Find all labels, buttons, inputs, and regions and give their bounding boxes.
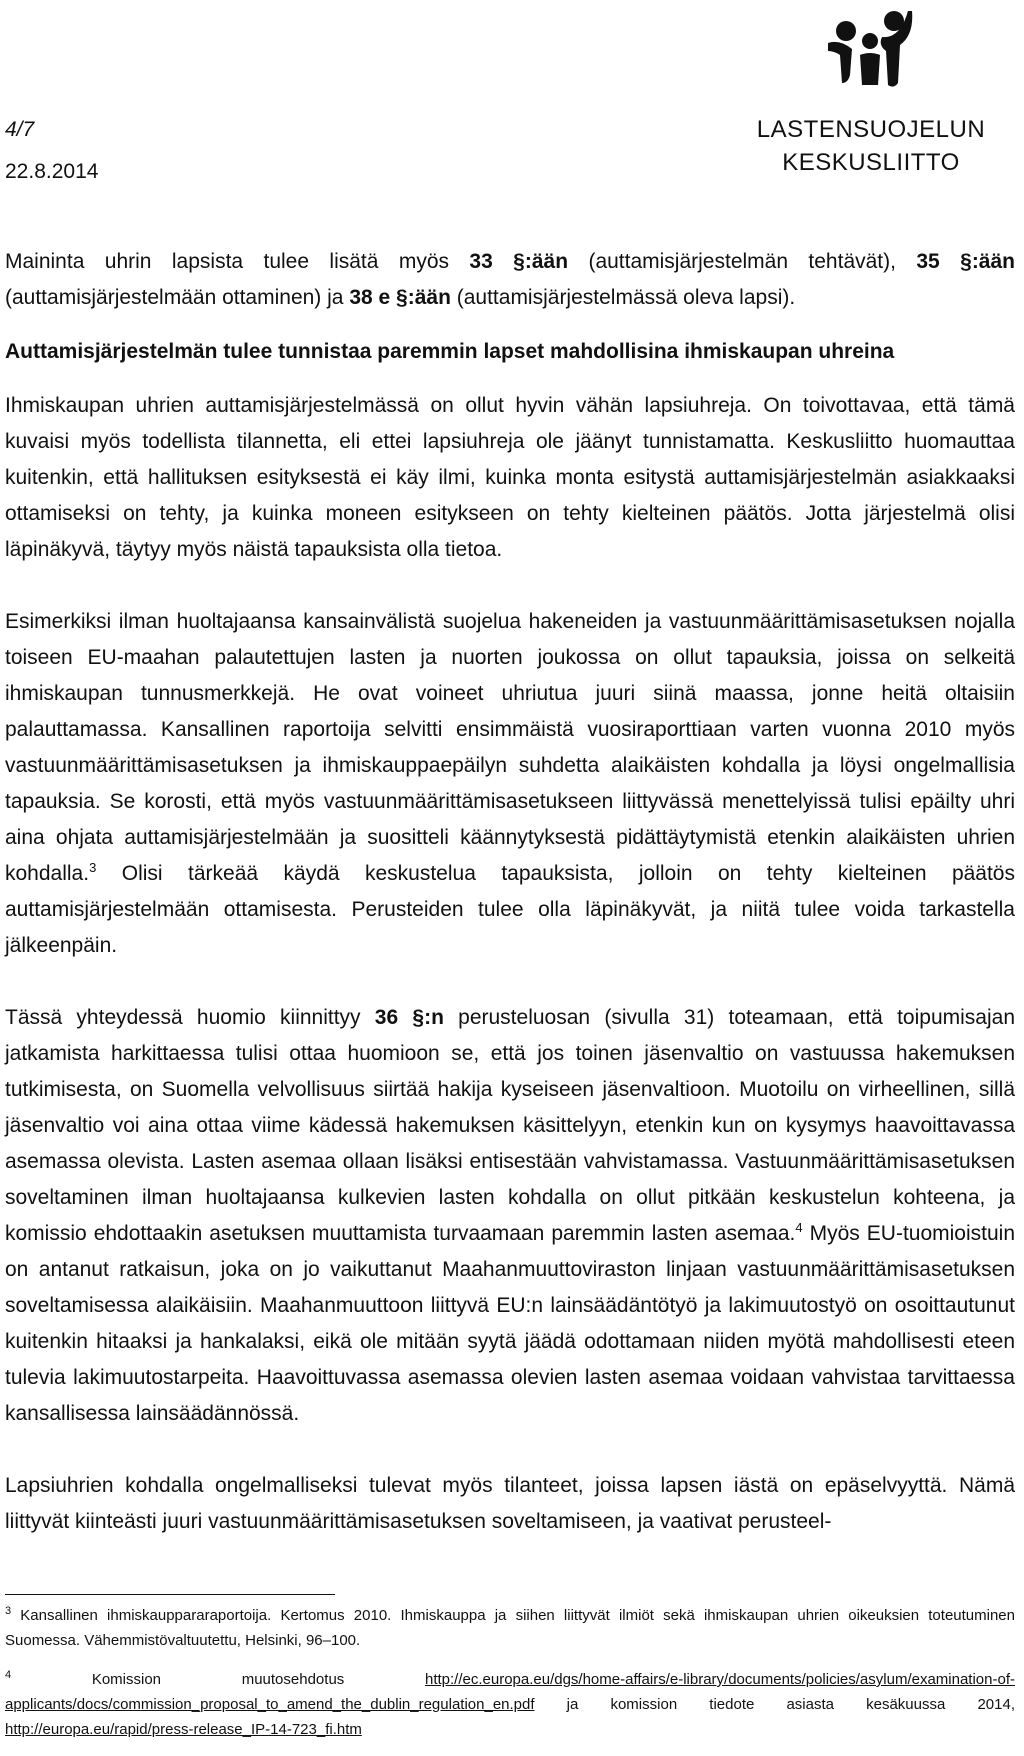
section-ref-36: 36 §:n: [374, 1006, 444, 1029]
paragraph-5: Lapsiuhrien kohdalla ongelmalliseksi tulevat myös tilanteet, joissa lapsen iästä on epäselvyyttä. Nämä liittyvät kiinteästi juuri vastuunmäärittämisasetuksen soveltamiseen, ja vaativat perusteel-: [5, 1474, 1015, 1533]
footnote-text: ja komission tiedote asiasta kesäkuussa 2014,: [534, 1696, 1015, 1713]
footnote-3: [5, 1603, 1015, 1653]
text-run: (auttamisjärjestelmään ottaminen) ja: [5, 286, 350, 309]
text-run: (auttamisjärjestelmässä oleva lapsi).: [450, 286, 796, 309]
footnote-number: 4: [5, 1669, 12, 1681]
footnote-number: 3: [5, 1605, 12, 1617]
document-date: 22.8.2014: [5, 160, 99, 183]
paragraph-2: Ihmiskaupan uhrien auttamisjärjestelmässä on ollut hyvin vähän lapsiuhreja. On toivottavaa, että tämä kuvaisi myös todellista tilannetta, eli ettei lapsiuhreja ole jäänyt tunnistamatta. Keskusliitto huomauttaa kuitenkin, että hallituksen esityksestä ei käy ilmi, kuinka monta esitystä auttamisjärjestelmän asiakkaaksi ottamiseksi on tehty, ja kuinka moneen esitykseen on tehty kielteinen päätös. Jotta järjestelmä olisi läpinäkyvä, täytyy myös näistä tapauksista olla tietoa.: [5, 394, 1015, 561]
text-run: Tässä yhteydessä huomio kiinnittyy: [5, 1006, 375, 1029]
paragraph-3: [5, 604, 1015, 964]
footnote-text: Kansallinen ihmiskauppararaportoija. Kertomus 2010. Ihmiskauppa ja siihen liittyvät ilmiöt sekä ihmiskaupan uhrien oikeuksien toteutuminen Suomessa. Vähemmistövaltuutettu, Helsinki, 96–100.: [5, 1607, 1015, 1649]
text-run: (auttamisjärjestelmän tehtävät),: [568, 250, 917, 273]
text-run: Maininta uhrin lapsista tulee lisätä myös: [5, 250, 470, 273]
section-ref-38e: 38 e §:ään: [349, 286, 451, 309]
org-line-1: LASTENSUOJELUN: [756, 116, 986, 143]
text-run: perusteluosan (sivulla 31) toteamaan, että toipumisajan jatkamista harkittaessa tulisi ottaa huomioon se, että jos toinen jäsenvaltio on vastuussa hakemuksen tutkimisesta, on Suomella velvollisuus siirtää hakija kyseiseen jäsenvaltioon. Muotoilu on virheellinen, sillä jäsenvaltio voi aina ottaa viime kädessä hakemuksen käsittelyyn, etenkin kun on kysymys haavoittavassa asemassa olevista. Lasten asemaa ollaan lisäksi entisestään vahvistamassa. Vastuunmäärittämisasetuksen soveltaminen ilman huoltajaansa kulkevien lasten kohdalla on ollut pitkään keskustelun kohteena, ja komissio ehdottaakin asetuksen muuttamista turvaamaan paremmin lasten asemaa.: [5, 1006, 1015, 1245]
footnote-divider: [5, 1594, 335, 1595]
text-run: Myös EU-tuomioistuin on antanut ratkaisun, joka on jo vaikuttanut Maahanmuuttoviraston linjaan vastuunmäärittämisasetuksen soveltamisessa alaikäisiin. Maahanmuuttoon liittyvä EU:n lainsäädäntötyö ja lakimuutostyö on osoittautunut kuitenkin hitaaksi ja hankalaksi, eikä ole mitään syytä jäädä odottamaan niiden myötä mahdollisesti eteen tulevia lakimuutostarpeita. Haavoittuvassa asemassa olevien lasten asemaa voidaan vahvistaa tarvittaessa kansallisessa lainsäädännössä.: [5, 1222, 1016, 1425]
footnote-4: [5, 1667, 1015, 1742]
org-line-2: KESKUSLIITTO: [782, 149, 960, 176]
paragraph-1: [5, 244, 1015, 316]
organization-name: [736, 113, 1006, 179]
section-ref-35: 35 §:ään: [916, 250, 1015, 273]
footnote-ref-4[interactable]: 4: [795, 1220, 803, 1235]
section-ref-33: 33 §:ään: [469, 250, 569, 273]
footnote-ref-3[interactable]: 3: [89, 860, 97, 875]
section-heading: Auttamisjärjestelmän tulee tunnistaa paremmin lapset mahdollisina ihmiskaupan uhreina: [5, 340, 895, 363]
family-figures-logo-icon: [820, 5, 920, 95]
paragraph-4: [5, 1000, 1015, 1432]
footnotes: [5, 1603, 1015, 1756]
page-number: 4/7: [5, 118, 35, 141]
commission-proposal-link[interactable]: http://ec.europa.eu/dgs/home-affairs/e-library/documents/policies/asylum/examination-of-applicants/docs/commission_proposal_to_amend_the_dublin_regulation_en.pdf: [5, 1671, 1015, 1713]
footnote-text: Komission muutosehdotus: [11, 1671, 425, 1688]
press-release-link[interactable]: http://europa.eu/rapid/press-release_IP-14-723_fi.htm: [5, 1721, 362, 1738]
text-run: Olisi tärkeää käydä keskustelua tapauksista, jolloin on tehty kielteinen päätös auttamisjärjestelmään ottamisesta. Perusteiden tulee olla läpinäkyvät, ja niitä tulee voida tarkastella jälkeenpäin.: [5, 862, 1015, 957]
text-run: Esimerkiksi ilman huoltajaansa kansainvälistä suojelua hakeneiden ja vastuunmäärittämisasetuksen nojalla toiseen EU-maahan palautettujen lasten ja nuorten joukossa on ollut tapauksia, joissa on selkeitä ihmiskaupan tunnusmerkkejä. He ovat voineet uhriutua juuri siinä maassa, jonne heitä oltaisiin palauttamassa. Kansallinen raportoija selvitti ensimmäistä vuosiraporttiaan varten vuonna 2010 myös vastuunmäärittämisasetuksen ja ihmiskauppaepäilyn suhdetta alaikäisten kohdalla ja löysi ongelmallisia tapauksia. Se korosti, että myös vastuunmäärittämisasetukseen liittyvässä menettelyissä tulisi epäilty uhri aina ohjata auttamisjärjestelmään ja suositteli käännytyksestä pidättäytymistä etenkin alaikäisten uhrien kohdalla.: [5, 610, 1015, 885]
document-body: [5, 244, 1015, 1540]
